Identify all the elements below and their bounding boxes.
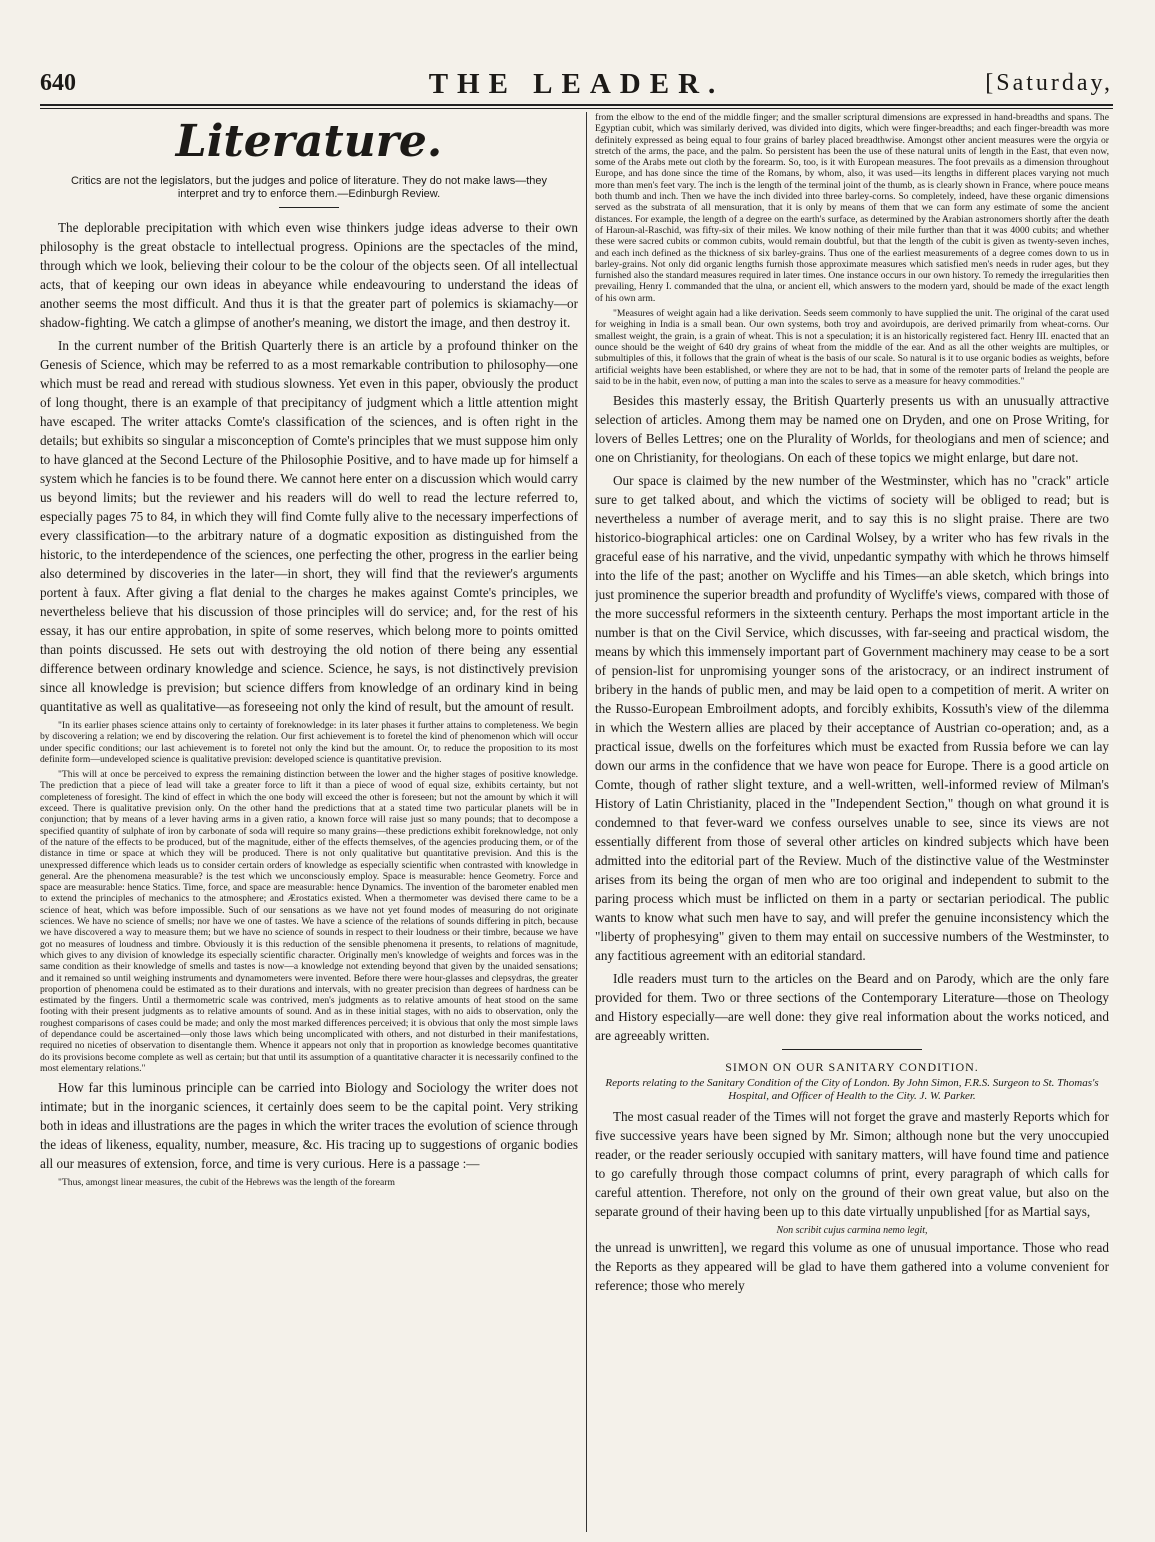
continued-quote: from the elbow to the end of the middle finger; and the smaller scriptural dimensions are expressed in hand-breadths and spans. The Egyptian cubit, which was similarly derived, was divided into digits, which were finger-breadths; and each finger-breadth was more definitely expressed as being equal to four grains of barley placed breadthwise. Amongst other ancient measures were the orgyia or stretch of the arms, the pace, and the palm. So persistent has been the use of these natural units of length in the East, that even now, some of the Arabs mete out cloth by the forearm. So, too, is it with European measures. The foot prevails as a dimension throughout Europe, and has done since the time of the Romans, by whom, also, it was used—its lengths in different places varying not much more than men's feet vary. The inch is the length of the terminal joint of the thumb, as is clearly shown in France, where pouce means both thumb and inch. Then we have the inch divided into three barley-corns. So completely, indeed, have these organic dimensions served as the substrata of all mensuration, that it is only by means of them that we can form any estimate of some the ancient distances. For example, the length of a degree on the earth's surface, as determined by the Arabian astronomers shortly after the death of Haroun-al-Raschid, was fifty-six of their miles. We know nothing of their mile further than that it was 4000 cubits; and whether these were sacred cubits or common cubits, would remain doubtful, but that the length of the cubit is given as twenty-seven inches, and each inch defined as the thickness of six barley-grains. Thus one of the earliest measurements of a degree comes down to us in barley-grains. Not only did organic lengths furnish those approximate measures which satisfied men's needs in ruder ages, but they furnished also the standard measures required in later times. One instance occurs in our own history. To remedy the irregularities then prevailing, Henry I. commanded that the ulna, or ancient ell, which answers to the modern yard, should be made of the exact length of his own arm. [595, 112, 1109, 304]
continued-quote: "Measures of weight again had a like derivation. Seeds seem commonly to have supplied the unit. The original of the carat used for weighing in India is a small bean. Our own systems, both troy and avoirdupois, are derived primarily from wheat-corns. Our smallest weight, the grain, is a grain of wheat. This is not a speculation; it is an historically registered fact. Henry III. enacted that an ounce should be the weight of 640 dry grains of wheat from the middle of the ear. And as all the other weights are multiples, or submultiples of this, it follows that the grain of wheat is the basis of our scale. So natural is it to use organic bodies as weights, before artificial weights have been established, or where they are not to be had, that in some of the remoter parts of Ireland the people are said to be in the habit, even now, of putting a man into the scales to serve as a measure for heavy commodities." [595, 308, 1109, 387]
paragraph: In the current number of the British Quarterly there is an article by a profound thinker on the Genesis of Science, which may be referred to as a most remarkable contribution to philosophy—one which must be read and reread with studious slowness. Yet even in this paper, obviously the product of long thought, there is an example of that precipitancy of judgment which a little attention might have escaped. The writer attacks Comte's classification of the sciences, and is often right in the details; but exhibits so singular a misconception of Comte's principles that we must suppose him only to have glanced at the Second Lecture of the Philosophie Positive, and to have made up for himself a system which he fancies is to be found there. We cannot here enter on a discussion which would carry us beyond limits; but the reviewer and his readers will do well to read the lecture referred to, especially pages 75 to 84, in which they will find Comte fully alive to the necessary imperfections of every classification—to the arbitrary nature of a dogmatic exposition as distinguished from the historic, to the interdependence of the sciences, one perfecting the other, progress in the earlier being also determined by discoveries in the later—in short, they will find that the reviewer's arguments portent à faux. After giving a flat denial to the charges he makes against Comte's principles, we nevertheless believe that his discussion of those principles will do service; and, for the rest of his essay, it has our entire approbation, in spite of some reserves, which belong more to points omitted than points discussed. He sets out with destroying the old notion of there being any essential difference between ordinary knowledge and science. Science, he says, is not distinctively prevision since all knowledge is prevision; but science differs from knowledge of an ordinary kind in being quantitative as well as qualitative—as foreseeing not only the kind of result, but the amount of result. [40, 338, 578, 714]
article-heading: SIMON ON OUR SANITARY CONDITION. [725, 1060, 979, 1075]
quote-paragraph: "In its earlier phases science attains only to certainty of foreknowledge: in its later phases it further attains to completeness. We begin by discovering a relation; we end by discovering the relation. Our first achievement is to foretel the kind of phenomenon which will occur under specific conditions; our last achievement is to foretel not only the kind but the amount. Or, to reduce the proposition to its most definite form—undeveloped science is qualitative prevision: developed science is quantitative prevision. [40, 720, 578, 765]
motto-rule [279, 207, 339, 208]
page-number: 640 [40, 70, 76, 96]
article-reference: Reports relating to the Sanitary Condition of the City of London. By John Simon, F.R.S. Surgeon to St. Thomas's Hospital, and Officer of Health to the City. J. W. Parker. [605, 1077, 1099, 1103]
masthead: THE LEADER. [428, 68, 725, 100]
section-motto: Critics are not the legislators, but the judges and police of literature. They do not make laws—they interpret and try to enforce them.—Edinburgh Review. [70, 175, 548, 200]
footer-quote: "Thus, amongst linear measures, the cubit of the Hebrews was the length of the forearm [58, 1177, 395, 1189]
issue-day: [Saturday, [985, 70, 1113, 96]
paragraph: the unread is unwritten], we regard this volume as one of unusual importance. Those who read the Reports as they appeared will be glad to have them gathered into a volume convenient for reference; those who merely [595, 1240, 1109, 1294]
section-title: Literature. [175, 116, 443, 167]
paragraph: Our space is claimed by the new number of the Westminster, which has no "crack" article sure to get talked about, and which the victims of society will be obliged to read; but is nevertheless a number of average merit, and to say this is no slight praise. There are two historico-biographical articles: one on Cardinal Wolsey, by a writer who has few rivals in the graceful ease of his narrative, and the vivid, unpedantic sympathy with which he throws himself into the life of the past; another on Wycliffe and his Times—an able sketch, which brings into just prominence the superior breadth and profundity of Wycliffe's views, compared with those of the more successful reformers in the sixteenth century. Perhaps the most important article in the number is that on the Civil Service, which discusses, with far-seeing and practical wisdom, the means by which this immensely important part of Government machinery may cease to be a sort of pension-list for unpromising younger sons of the aristocracy, or an indirect instrument of bribery in the hands of public men, and may be laid open to a competition of merit. A writer on the Russo-European Embroilment adopts, and forcibly exhibits, Kossuth's view of the dilemma in which the Western allies are placed by their acceptance of Austrian co-operation; and, as a practical issue, dwells on the forfeitures which must be exacted from Russia before we can lay down our arms in the confidence that we have won peace for Europe. There is a good article on Comte, though of rather slight texture, and a well-written, well-informed review of Milman's History of Latin Christianity, placed in the "Independent Section," though on what ground it is condemned to that fever-ward we confess ourselves unable to see, since its views are not essentially different from those of several other articles on kindred subjects which have been admitted into the editorial part of the Review. Much of the distinctive value of the Westminster arises from its being the organ of men who are too original and independent to submit to the paring process which must be inflicted on them in a party or sectarian periodical. The public wants to know what such men have to say, and will prefer the genuine inconsistency which the "liberty of prophesying" given to them may entail on successive numbers of the Westminster, to any factitious agreement with an editorial standard. [595, 473, 1109, 964]
right-column [595, 112, 1109, 1532]
paragraph: Besides this masterly essay, the British Quarterly presents us with an unusually attractive selection of articles. Among them may be named one on Dryden, and one on Prose Writing, for lovers of Belles Lettres; one on the Plurality of Worlds, for theologians and men of science; and one on Christianity, for theologians. On each of these topics we might enlarge, but dare not. [595, 393, 1109, 466]
header-rule-thin [40, 108, 1113, 109]
section-rule [782, 1049, 922, 1050]
paragraph: Idle readers must turn to the articles on the Beard and on Parody, which are the only fare provided for them. Two or three sections of the Contemporary Literature—those on Theology and History especially—are well done: they give real information about the works noticed, and are agreeably written. [595, 971, 1109, 1044]
page-header [40, 70, 1113, 104]
column-divider [586, 112, 587, 1532]
left-column [40, 112, 578, 1532]
paragraph: The deplorable precipitation with which even wise thinkers judge ideas adverse to their own philosophy is the great obstacle to intellectual progress. Opinions are the spectacles of the mind, through which we look, believing their colour to be the colour of the objects seen. Of all intellectual acts, that of keeping our own ideas in abeyance while endeavouring to understand the ideas of another seems the most difficult. And thus it is that the greater part of polemics is skiamachy—or shadow-fighting. We catch a glimpse of another's meaning, we distort the image, and then destroy it. [40, 220, 578, 330]
latin-quote: Non scribit cujus carmina nemo legit, [776, 1225, 928, 1237]
paragraph: How far this luminous principle can be carried into Biology and Sociology the writer does not intimate; but in the inorganic sciences, it certainly does seem to be the capital point. Very striking both in ideas and illustrations are the pages in which the writer traces the evolution of science through the ideas of likeness, equality, number, measure, &c. His tracing up to suggestions of organic bodies all our measures of extension, force, and time is very curious. Here is a passage :— [40, 1080, 578, 1172]
paragraph: The most casual reader of the Times will not forget the grave and masterly Reports which for five successive years have been signed by Mr. Simon; although none but the very unoccupied reader, or the reader seriously occupied with sanitary matters, will have found time and patience to go carefully through those compact columns of print, every paragraph of which calls for careful attention. Therefore, not only on the ground of their own great value, but also on the separate ground of their having been up to this date virtually unpublished [for as Martial says, [595, 1109, 1109, 1220]
quote-paragraph: "This will at once be perceived to express the remaining distinction between the lower and the higher stages of positive knowledge. The prediction that a piece of lead will take a greater force to lift it than a piece of wood of equal size, exhibits certainty, but not completeness of foresight. The kind of effect in which the one body will exceed the other is foreseen; but not the amount by which it will exceed. There is qualitative prevision only. On the other hand the predictions that at a stated time two particular planets will be in conjunction; that by means of a lever having arms in a given ratio, a known force will raise just so many pounds; that to decompose a specified quantity of sulphate of iron by carbonate of soda will require so many grains—these predictions exhibit foreknowledge, not only of the nature of the effects to be produced, but of the magnitude, either of the effects themselves, of the agencies producing them, or of the distance in time or space at which they will be produced. There is not only qualitative but quantitative prevision. And this is the unexpressed difference which leads us to consider certain orders of knowledge as especially scientific when contrasted with knowledge in general. Are the phenomena measurable? is the test which we unconsciously employ. Space is measurable: hence Geometry. Force and space are measurable: hence Statics. Time, force, and space are measurable: hence Dynamics. The invention of the barometer enabled men to extend the principles of mechanics to the atmosphere; and Ærostatics existed. When a thermometer was devised there came to be a science of heat, which was before impossible. Such of our sensations as we have not yet found modes of measuring do not originate sciences. We have no science of smells; nor have we one of tastes. We have a science of the relations of sounds differing in pitch, because we have discovered a way to measure them; but we have no science of sounds in respect to their loudness or their timbre, because we have got no measures of loudness and timbre. Obviously it is this reduction of the sensible phenomena it presents, to relations of magnitude, which gives to any division of knowledge its especially scientific character. Originally men's knowledge of weights and forces was in the same condition as their knowledge of smells and tastes is now—a knowledge not extending beyond that given by the unaided sensations; and it remained so until weighing instruments and dynamometers were invented. Before there were hour-glasses and clepsydras, the greater proportion of phenomena could be estimated as to their durations and intervals, with no greater precision than degrees of hardness can be estimated by the fingers. Until a thermometric scale was contrived, men's judgments as to relative amounts of heat stood on the same footing with their present judgments as to relative amounts of sound. And as in these initial stages, with no aids to observation, only the roughest comparisons of cases could be made; and only the most marked differences perceived; it is obvious that only the most simple laws of dependance could be ascertained—only those laws which being uncomplicated with others, and not disturbed in their manifestations, required no niceties of observation to disentangle them. Whence it appears not only that in proportion as knowledge becomes quantitative do its provisions become complete as well as certain; but that until its assumption of a quantitative character it is necessarily confined to the most elementary relations." [40, 769, 578, 1074]
header-rule [40, 104, 1113, 106]
